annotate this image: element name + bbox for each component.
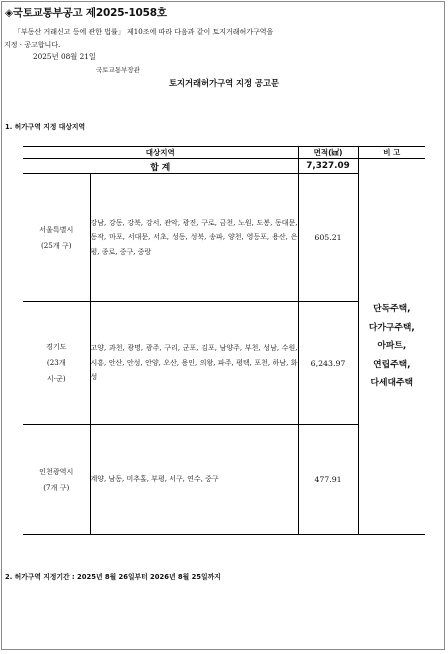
notice-issuer: 국토교통부장관 — [96, 66, 140, 74]
header-region: 대상지역 — [23, 147, 298, 159]
region-name: 경기도 — [45, 342, 67, 351]
total-area: 7,327.09 — [298, 159, 358, 174]
region-name: 서울특별시 — [39, 224, 74, 234]
total-label: 합 계 — [23, 159, 298, 174]
region-cities: 계양, 남동, 미추홀, 부평, 서구, 연수, 중구 — [90, 425, 298, 535]
region-area: 6,243.97 — [298, 302, 358, 425]
header-area: 면적(㎢) — [298, 147, 358, 159]
note-line: 연립주택, — [373, 359, 411, 370]
region-area: 477.91 — [298, 425, 358, 535]
note-line: 아파트, — [377, 341, 407, 352]
note-line: 단독주택, — [373, 304, 411, 315]
section-2-period: 2. 허가구역 지정기간 : 2025년 8월 26일부터 2026년 8월 25일까지 — [5, 573, 221, 581]
intro-line-2: 지정 · 공고합니다. — [4, 41, 61, 49]
note-line: 다세대주택 — [370, 378, 414, 389]
note-cell — [358, 159, 425, 535]
region-count: (23개 — [46, 358, 66, 367]
notice-number: ◈국토교통부공고 제2025-1058호 — [5, 7, 167, 19]
region-name-cell — [23, 425, 90, 535]
section-1-heading: 1. 허가구역 지정 대상지역 — [5, 123, 86, 131]
notice-title: 토지거래허가구역 지정 공고문 — [169, 78, 279, 88]
region-cities: 고양, 과천, 광명, 광주, 구리, 군포, 김포, 남양주, 부천, 성남, 수원, 시흥, 안산, 안성, 안양, 오산, 용인, 의왕, 파주, 평택, 포천, 하남, 화성 — [90, 302, 298, 425]
region-cities: 강남, 강동, 강북, 강서, 관악, 광진, 구로, 금천, 노원, 도봉, 동대문, 동작, 마포, 서대문, 서초, 성동, 성북, 송파, 양천, 영등포, 용산, 은평, 종로, 중구, 중랑 — [90, 174, 298, 302]
region-area: 605.21 — [298, 174, 358, 302]
notice-date: 2025년 08월 21일 — [33, 52, 96, 61]
table-header-row — [23, 147, 425, 159]
total-row — [23, 159, 425, 174]
region-name-cell — [23, 174, 90, 302]
region-count: 시·군) — [46, 374, 66, 383]
header-note: 비 고 — [358, 147, 425, 159]
notice-intro — [2, 26, 442, 52]
note-line: 다가구주택, — [368, 322, 415, 333]
region-name-cell — [23, 302, 90, 425]
designated-areas-table — [23, 146, 425, 535]
region-count: (25개 구) — [40, 240, 72, 250]
region-count: (7개 구) — [43, 482, 70, 492]
notice-page — [1, 1, 445, 650]
intro-line-1: 「부동산 거래신고 등에 관한 법률」 제10조에 따라 다음과 같이 토지거래허가구역을 — [14, 28, 274, 36]
region-name: 인천광역시 — [39, 466, 74, 476]
